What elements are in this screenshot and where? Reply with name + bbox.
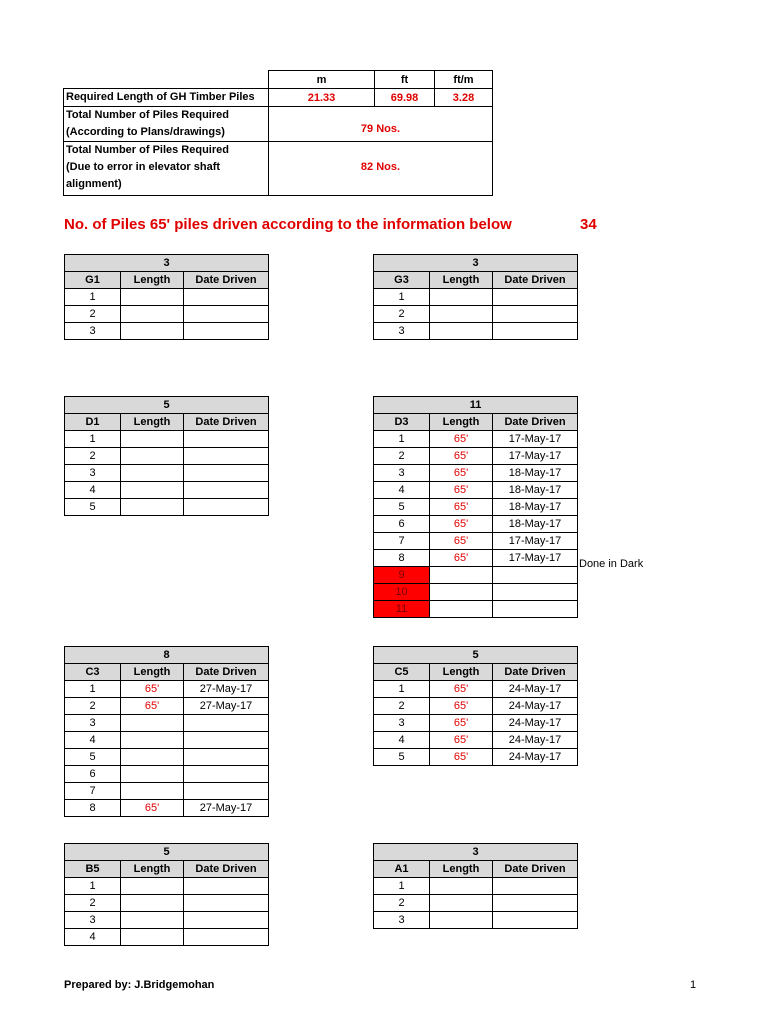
pile-length [121, 929, 184, 946]
pile-number: 4 [65, 482, 121, 499]
g1-id-header: G1 [65, 272, 121, 289]
pile-date-driven: 24-May-17 [493, 681, 578, 698]
col-ftm-header: ft/m [435, 71, 493, 89]
g1-length-header: Length [121, 272, 184, 289]
pile-date-driven: 18-May-17 [493, 465, 578, 482]
summary-header-row [64, 71, 493, 89]
pile-length: 65' [430, 715, 493, 732]
d1-header-row [65, 414, 269, 431]
pile-length [121, 306, 184, 323]
pile-number: 1 [374, 289, 430, 306]
g3-count-row [374, 255, 578, 272]
pile-number: 3 [374, 912, 430, 929]
pile-length [430, 567, 493, 584]
c3-length-header: Length [121, 664, 184, 681]
pile-date-driven: 17-May-17 [493, 431, 578, 448]
pile-length [121, 465, 184, 482]
pile-date-driven: 17-May-17 [493, 550, 578, 567]
c5-length-header: Length [430, 664, 493, 681]
table-row [374, 698, 578, 715]
pile-number: 2 [374, 306, 430, 323]
a1-id-header: A1 [374, 861, 430, 878]
total-piles-plans-label-line2: (According to Plans/drawings) [66, 126, 225, 138]
c5-count: 5 [374, 647, 578, 664]
pile-date-driven: 24-May-17 [493, 698, 578, 715]
pile-number: 2 [65, 448, 121, 465]
pile-length [430, 289, 493, 306]
pile-number: 5 [374, 499, 430, 516]
pile-length [121, 715, 184, 732]
c3-id-header: C3 [65, 664, 121, 681]
d3-note: Done in Dark [579, 558, 644, 570]
c5-header-row [374, 664, 578, 681]
table-row [374, 584, 578, 601]
d3-table [373, 396, 578, 618]
pile-date-driven [184, 783, 269, 800]
c3-date-header: Date Driven [184, 664, 269, 681]
pile-number: 2 [65, 895, 121, 912]
pile-number: 1 [374, 878, 430, 895]
table-row [65, 698, 269, 715]
pile-number: 2 [65, 306, 121, 323]
piles-driven-heading-text: No. of Piles 65' piles driven according to the information below [64, 216, 512, 233]
d3-count-row [374, 397, 578, 414]
d1-date-header: Date Driven [184, 414, 269, 431]
pile-number: 7 [374, 533, 430, 550]
c5-table [373, 646, 578, 766]
pile-number: 7 [65, 783, 121, 800]
total-piles-error-value: 82 Nos. [269, 142, 493, 196]
a1-length-header: Length [430, 861, 493, 878]
table-row [374, 516, 578, 533]
table-row [374, 550, 578, 567]
pile-date-driven [184, 766, 269, 783]
pile-length: 65' [430, 482, 493, 499]
pile-number: 8 [374, 550, 430, 567]
pile-number: 5 [65, 499, 121, 516]
piles-driven-heading [64, 216, 704, 233]
pile-date-driven [493, 878, 578, 895]
pile-length [121, 499, 184, 516]
g3-date-header: Date Driven [493, 272, 578, 289]
pile-date-driven [493, 567, 578, 584]
pile-number: 3 [374, 465, 430, 482]
table-row [65, 749, 269, 766]
pile-length: 65' [430, 499, 493, 516]
table-row [374, 732, 578, 749]
pile-date-driven [184, 749, 269, 766]
pile-length: 65' [430, 431, 493, 448]
required-length-row [64, 89, 493, 107]
pile-length [430, 878, 493, 895]
pile-date-driven [493, 895, 578, 912]
pile-length [121, 895, 184, 912]
pile-length [430, 584, 493, 601]
table-row [374, 448, 578, 465]
pile-number: 2 [374, 698, 430, 715]
pile-length: 65' [430, 698, 493, 715]
pile-date-driven: 18-May-17 [493, 499, 578, 516]
pile-number: 4 [374, 482, 430, 499]
table-row [374, 431, 578, 448]
g1-date-header: Date Driven [184, 272, 269, 289]
pile-date-driven [184, 431, 269, 448]
pile-date-driven [184, 448, 269, 465]
d1-id-header: D1 [65, 414, 121, 431]
d3-date-header: Date Driven [493, 414, 578, 431]
pile-number: 2 [374, 448, 430, 465]
pile-number: 5 [65, 749, 121, 766]
pile-length [121, 783, 184, 800]
pile-date-driven: 18-May-17 [493, 482, 578, 499]
pile-length [430, 601, 493, 618]
pile-number: 3 [65, 912, 121, 929]
prepared-by: Prepared by: J.Bridgemohan [64, 979, 215, 991]
g3-count: 3 [374, 255, 578, 272]
summary-table [63, 70, 493, 196]
pile-date-driven [493, 323, 578, 340]
pile-date-driven: 27-May-17 [184, 800, 269, 817]
pile-length [121, 323, 184, 340]
table-row [374, 323, 578, 340]
pile-date-driven [184, 289, 269, 306]
table-row [65, 800, 269, 817]
b5-date-header: Date Driven [184, 861, 269, 878]
table-row [374, 567, 578, 584]
c5-id-header: C5 [374, 664, 430, 681]
pile-date-driven [184, 732, 269, 749]
total-piles-error-label-line2: (Due to error in elevator shaft [66, 161, 221, 173]
a1-date-header: Date Driven [493, 861, 578, 878]
pile-length [121, 912, 184, 929]
g3-table [373, 254, 578, 340]
pile-date-driven [184, 465, 269, 482]
pile-date-driven: 17-May-17 [493, 448, 578, 465]
pile-date-driven [184, 323, 269, 340]
table-row [65, 482, 269, 499]
b5-count-row [65, 844, 269, 861]
required-length-ft: 69.98 [375, 89, 435, 107]
table-row [374, 681, 578, 698]
table-row [65, 878, 269, 895]
summary-corner [64, 71, 269, 89]
pile-number: 9 [374, 567, 430, 584]
pile-length [121, 732, 184, 749]
table-row [374, 533, 578, 550]
table-row [65, 499, 269, 516]
pile-length [121, 766, 184, 783]
table-row [65, 323, 269, 340]
pile-number: 3 [65, 715, 121, 732]
pile-date-driven [493, 584, 578, 601]
g1-count: 3 [65, 255, 269, 272]
pile-length: 65' [430, 516, 493, 533]
pile-number: 8 [65, 800, 121, 817]
d3-length-header: Length [430, 414, 493, 431]
table-row [374, 878, 578, 895]
pile-number: 1 [65, 878, 121, 895]
c3-table [64, 646, 269, 817]
page-number: 1 [690, 979, 697, 991]
pile-date-driven [184, 895, 269, 912]
pile-date-driven [184, 499, 269, 516]
table-row [374, 715, 578, 732]
total-piles-error-label-line3: alignment) [66, 178, 122, 190]
col-ft-header: ft [375, 71, 435, 89]
total-piles-error-row [64, 142, 493, 196]
b5-table [64, 843, 269, 946]
pile-number: 3 [65, 465, 121, 482]
a1-table [373, 843, 578, 929]
table-row [65, 448, 269, 465]
table-row [374, 749, 578, 766]
pile-number: 6 [374, 516, 430, 533]
d1-length-header: Length [121, 414, 184, 431]
g1-table [64, 254, 269, 340]
table-row [374, 601, 578, 618]
b5-length-header: Length [121, 861, 184, 878]
table-row [65, 715, 269, 732]
table-row [65, 306, 269, 323]
pile-date-driven [493, 601, 578, 618]
pile-length [430, 306, 493, 323]
table-row [374, 499, 578, 516]
pile-length: 65' [430, 448, 493, 465]
pile-length: 65' [430, 533, 493, 550]
pile-date-driven: 27-May-17 [184, 698, 269, 715]
pile-date-driven [493, 289, 578, 306]
pile-length: 65' [430, 749, 493, 766]
pile-date-driven [184, 912, 269, 929]
pile-number: 2 [65, 698, 121, 715]
table-row [65, 465, 269, 482]
pile-length [121, 289, 184, 306]
pile-number: 11 [374, 601, 430, 618]
pile-length: 65' [121, 800, 184, 817]
pile-length [430, 323, 493, 340]
pile-date-driven [184, 482, 269, 499]
pile-date-driven [184, 929, 269, 946]
pile-length: 65' [121, 681, 184, 698]
pile-date-driven [493, 306, 578, 323]
c3-count: 8 [65, 647, 269, 664]
total-piles-error-label [64, 142, 269, 196]
pile-number: 3 [374, 323, 430, 340]
pile-date-driven: 24-May-17 [493, 749, 578, 766]
total-piles-error-label-line1: Total Number of Piles Required [66, 144, 229, 156]
pile-date-driven [184, 715, 269, 732]
b5-header-row [65, 861, 269, 878]
table-row [65, 929, 269, 946]
g3-length-header: Length [430, 272, 493, 289]
pile-date-driven: 24-May-17 [493, 732, 578, 749]
pile-length [121, 448, 184, 465]
table-row [65, 766, 269, 783]
pile-number: 4 [374, 732, 430, 749]
table-row [65, 289, 269, 306]
pile-number: 4 [65, 929, 121, 946]
pile-number: 6 [65, 766, 121, 783]
g1-header-row [65, 272, 269, 289]
c3-header-row [65, 664, 269, 681]
piles-driven-count: 34 [580, 216, 597, 233]
pile-number: 1 [65, 289, 121, 306]
b5-id-header: B5 [65, 861, 121, 878]
pile-length [121, 878, 184, 895]
total-piles-plans-row [64, 107, 493, 142]
d1-count-row [65, 397, 269, 414]
pile-length: 65' [430, 465, 493, 482]
table-row [374, 895, 578, 912]
pile-date-driven: 17-May-17 [493, 533, 578, 550]
pile-date-driven [184, 306, 269, 323]
total-piles-plans-value: 79 Nos. [269, 107, 493, 142]
pile-number: 1 [65, 681, 121, 698]
table-row [374, 289, 578, 306]
d3-count: 11 [374, 397, 578, 414]
pile-number: 3 [374, 715, 430, 732]
total-piles-plans-label-line1: Total Number of Piles Required [66, 109, 229, 121]
table-row [65, 732, 269, 749]
table-row [374, 465, 578, 482]
pile-date-driven [184, 878, 269, 895]
pile-number: 1 [374, 681, 430, 698]
pile-length [121, 431, 184, 448]
pile-date-driven: 24-May-17 [493, 715, 578, 732]
table-row [374, 306, 578, 323]
pile-date-driven [493, 912, 578, 929]
table-row [65, 681, 269, 698]
pile-length [430, 895, 493, 912]
pile-length: 65' [430, 681, 493, 698]
g3-id-header: G3 [374, 272, 430, 289]
pile-number: 2 [374, 895, 430, 912]
table-row [65, 783, 269, 800]
pile-number: 3 [65, 323, 121, 340]
pile-length: 65' [430, 550, 493, 567]
table-row [65, 895, 269, 912]
pile-length: 65' [121, 698, 184, 715]
table-row [65, 912, 269, 929]
table-row [374, 482, 578, 499]
pile-number: 5 [374, 749, 430, 766]
total-piles-plans-label [64, 107, 269, 142]
pile-date-driven: 18-May-17 [493, 516, 578, 533]
required-length-label: Required Length of GH Timber Piles [64, 89, 269, 107]
g3-header-row [374, 272, 578, 289]
g1-count-row [65, 255, 269, 272]
d3-id-header: D3 [374, 414, 430, 431]
pile-number: 1 [65, 431, 121, 448]
c5-date-header: Date Driven [493, 664, 578, 681]
pile-number: 4 [65, 732, 121, 749]
required-length-m: 21.33 [269, 89, 375, 107]
pile-length [430, 912, 493, 929]
pile-length [121, 482, 184, 499]
d1-count: 5 [65, 397, 269, 414]
c5-count-row [374, 647, 578, 664]
pile-number: 1 [374, 431, 430, 448]
pile-length: 65' [430, 732, 493, 749]
table-row [374, 912, 578, 929]
pile-length [121, 749, 184, 766]
a1-header-row [374, 861, 578, 878]
d3-header-row [374, 414, 578, 431]
a1-count-row [374, 844, 578, 861]
a1-count: 3 [374, 844, 578, 861]
pile-date-driven: 27-May-17 [184, 681, 269, 698]
table-row [65, 431, 269, 448]
b5-count: 5 [65, 844, 269, 861]
required-length-ftm: 3.28 [435, 89, 493, 107]
d1-table [64, 396, 269, 516]
c3-count-row [65, 647, 269, 664]
pile-number: 10 [374, 584, 430, 601]
col-m-header: m [269, 71, 375, 89]
